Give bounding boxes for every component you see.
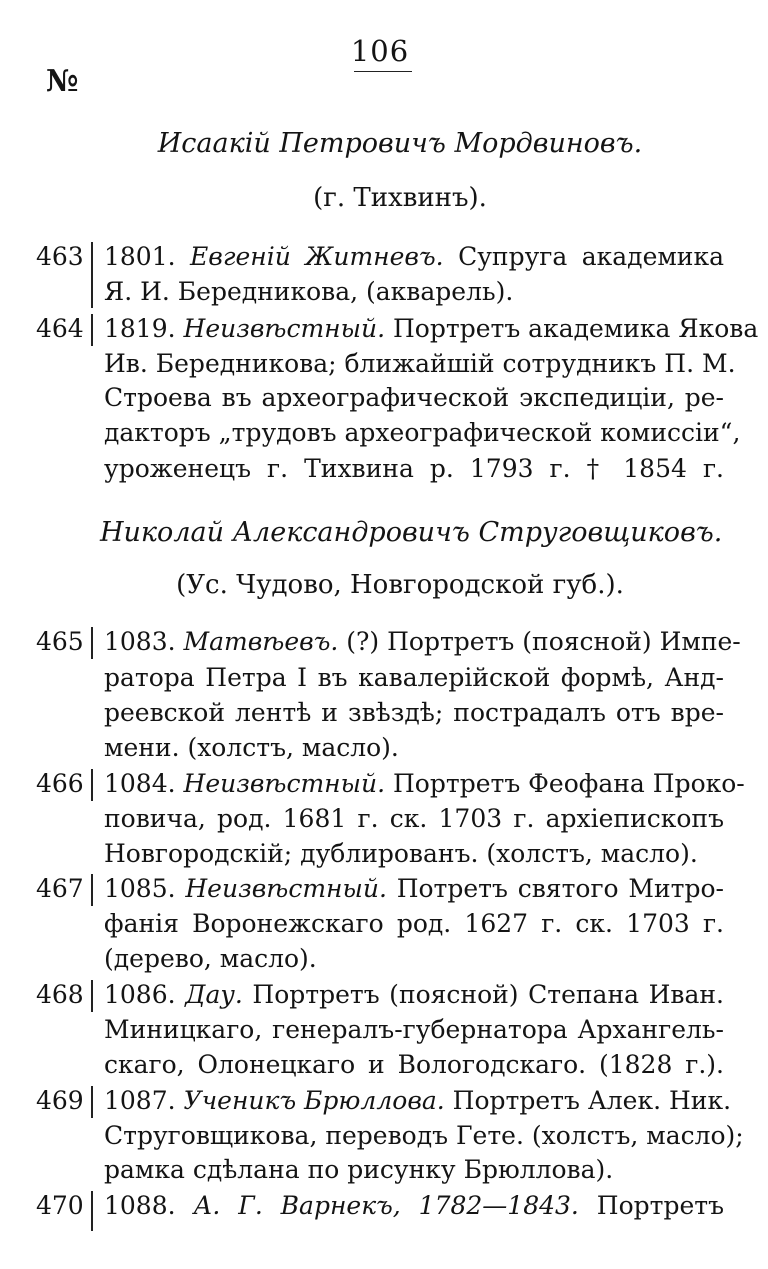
entry-line: ратора Петра I въ кавалерійской формѣ, Анд-: [104, 663, 724, 692]
entry-author: Евгеній Житневъ.: [190, 242, 444, 271]
entry-author: Неизвѣстный.: [183, 769, 386, 798]
entry-line: 1819. Неизвѣстный. Портретъ академика Якова: [104, 314, 759, 343]
page-number-underline: [354, 71, 412, 72]
entry-line: 1087. Ученикъ Брюллова. Портретъ Алек. Ник.: [104, 1086, 732, 1115]
entry-line: дакторъ „трудовъ археографической комиссіи“,: [104, 418, 741, 447]
entry-line: Струговщикова, переводъ Гете. (холстъ, масло);: [104, 1121, 744, 1150]
entry-line: 1085. Неизвѣстный. Потретъ святого Митро-: [104, 874, 724, 903]
entry-author: Дау.: [185, 980, 243, 1009]
entry-line: 1083. Матвѣевъ. (?) Портретъ (поясной) Импе-: [104, 627, 741, 656]
entry-line: Новгородскій; дублированъ. (холстъ, масло).: [104, 839, 698, 868]
entry-author: Неизвѣстный.: [185, 874, 387, 903]
entry-number: 463: [36, 242, 84, 271]
entry-number: 470: [36, 1191, 84, 1220]
entry-author: А. Г. Варнекъ, 1782—1843.: [193, 1191, 579, 1220]
entry-author: Неизвѣстный.: [183, 314, 386, 343]
entry-author: Ученикъ Брюллова.: [183, 1086, 445, 1115]
entry-line: скаго, Олонецкаго и Вологодскаго. (1828 г.).: [104, 1050, 724, 1079]
entry-line: (дерево, масло).: [104, 944, 317, 973]
entry-number: 467: [36, 874, 84, 903]
section-heading-mordvinov: Исаакій Петровичъ Мордвиновъ.: [157, 128, 643, 159]
entry-line: реевской лентѣ и звѣздѣ; пострадалъ отъ вре-: [104, 698, 724, 727]
entry-divider: [91, 627, 93, 659]
entry-line: повича, род. 1681 г. ск. 1703 г. архіепископъ: [104, 804, 724, 833]
entry-divider: [91, 1086, 93, 1118]
entry-number: 469: [36, 1086, 84, 1115]
entry-divider: [91, 980, 93, 1012]
numero-sign: №: [46, 64, 79, 99]
entry-divider: [91, 1191, 93, 1231]
entry-line: рамка сдѣлана по рисунку Брюллова).: [104, 1155, 614, 1184]
entry-line: уроженецъ г. Тихвина р. 1793 г. † 1854 г.: [104, 454, 724, 483]
entry-line: 1801. Евгеній Житневъ. Супруга академика: [104, 242, 724, 271]
section-place-tikhvin: (г. Тихвинъ).: [313, 183, 487, 213]
entry-divider: [91, 242, 93, 308]
entry-line: Миницкаго, генералъ-губернатора Архангель-: [104, 1015, 724, 1044]
entry-line: 1084. Неизвѣстный. Портретъ Феофана Проко-: [104, 769, 745, 798]
entry-line: Строева въ археографической экспедиціи, ре-: [104, 383, 724, 412]
entry-divider: [91, 314, 93, 346]
entry-number: 468: [36, 980, 84, 1009]
entry-number: 466: [36, 769, 84, 798]
entry-line: Ив. Бередникова; ближайшій сотрудникъ П. М.: [104, 349, 736, 378]
entry-line: мени. (холстъ, масло).: [104, 733, 399, 762]
section-place-chudovo: (Ус. Чудово, Новгородской губ.).: [176, 570, 624, 600]
entry-number: 465: [36, 627, 84, 656]
entry-line: фанія Воронежскаго род. 1627 г. ск. 1703 г.: [104, 909, 724, 938]
page-number: 106: [350, 34, 410, 68]
entry-line: 1086. Дау. Портретъ (поясной) Степана Иван.: [104, 980, 724, 1009]
entry-divider: [91, 874, 93, 906]
section-heading-struguvshchikov: Николай Александровичъ Струговщиковъ.: [100, 517, 723, 548]
entry-number: 464: [36, 314, 84, 343]
entry-author: Матвѣевъ.: [183, 627, 339, 656]
entry-divider: [91, 769, 93, 801]
entry-line: 1088. А. Г. Варнекъ, 1782—1843. Портретъ: [104, 1191, 724, 1220]
entry-line: Я. И. Бередникова, (акварель).: [104, 277, 514, 306]
